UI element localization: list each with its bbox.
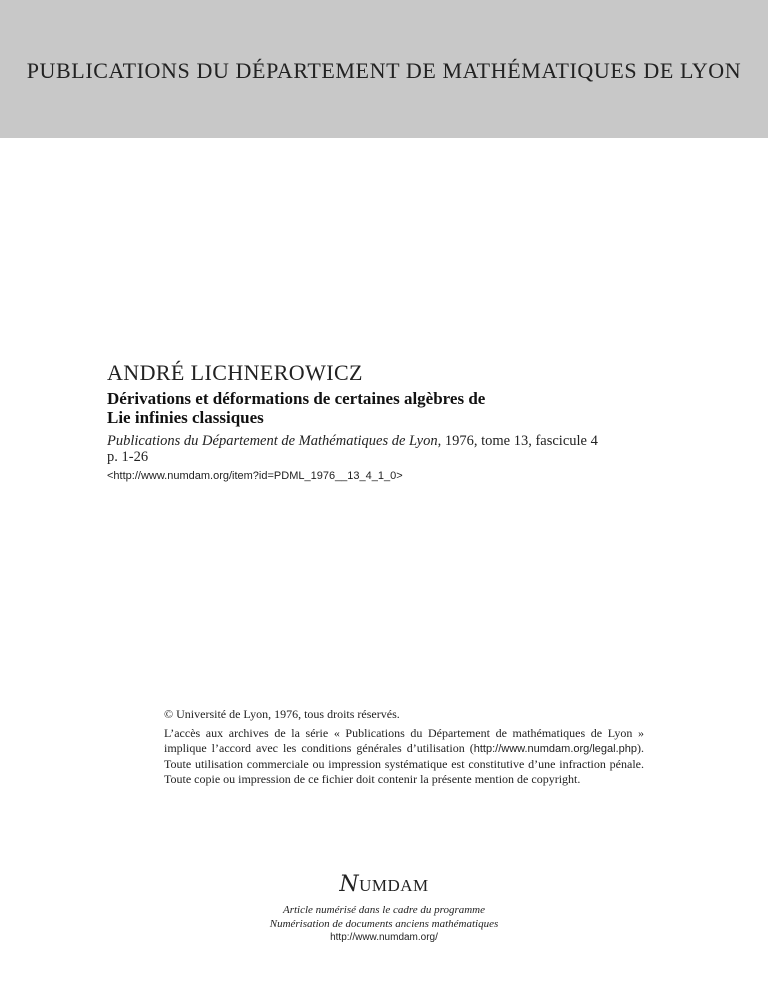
citation-details: , 1976, tome 13, fascicule 4 xyxy=(437,433,598,449)
article-title-line-2: Lie infinies classiques xyxy=(107,408,264,427)
notice-text-1: L’accès aux archives de la série « Publications du Département de mathématiques de Lyon » implique l’accord avec les conditions générales d’utilisation ( xyxy=(164,726,644,755)
citation xyxy=(107,433,667,465)
article-title-line-1: Dérivations et déformations de certaines algèbres de xyxy=(107,389,486,408)
numdam-logo xyxy=(0,872,768,897)
citation-pages: p. 1-26 xyxy=(107,449,149,465)
article-link[interactable]: <http://www.numdam.org/item?id=PDML_1976__13_4_1_0> xyxy=(107,470,403,482)
tagline-line-2: Numérisation de documents anciens mathématiques xyxy=(269,918,499,930)
logo-text: UMDAM xyxy=(359,876,429,895)
series-title: PUBLICATIONS DU DÉPARTEMENT DE MATHÉMATIQUES DE LYON xyxy=(26,58,742,83)
article-title xyxy=(107,389,547,427)
numdam-url[interactable]: http://www.numdam.org/ xyxy=(330,932,438,943)
header-banner xyxy=(0,0,768,138)
citation-line xyxy=(107,433,667,449)
logo-initial: N xyxy=(339,872,360,897)
article-author: ANDRÉ LICHNEROWICZ xyxy=(107,360,363,385)
legal-link[interactable]: http://www.numdam.org/legal.php xyxy=(473,743,637,755)
notice-text-2: ). Toute utilisation commerciale ou impression systématique est constitutive d’une infraction pénale. Toute copie ou impression de ce fichier doit contenir la présente mention de copyright. xyxy=(164,741,644,786)
usage-notice xyxy=(164,726,644,787)
journal-name: Publications du Département de Mathématiques de Lyon xyxy=(107,433,438,449)
footer-tagline xyxy=(0,903,768,931)
footer xyxy=(0,872,768,943)
copyright-line: © Université de Lyon, 1976, tous droits réservés. xyxy=(164,707,400,721)
tagline-line-1: Article numérisé dans le cadre du programme xyxy=(282,904,486,916)
